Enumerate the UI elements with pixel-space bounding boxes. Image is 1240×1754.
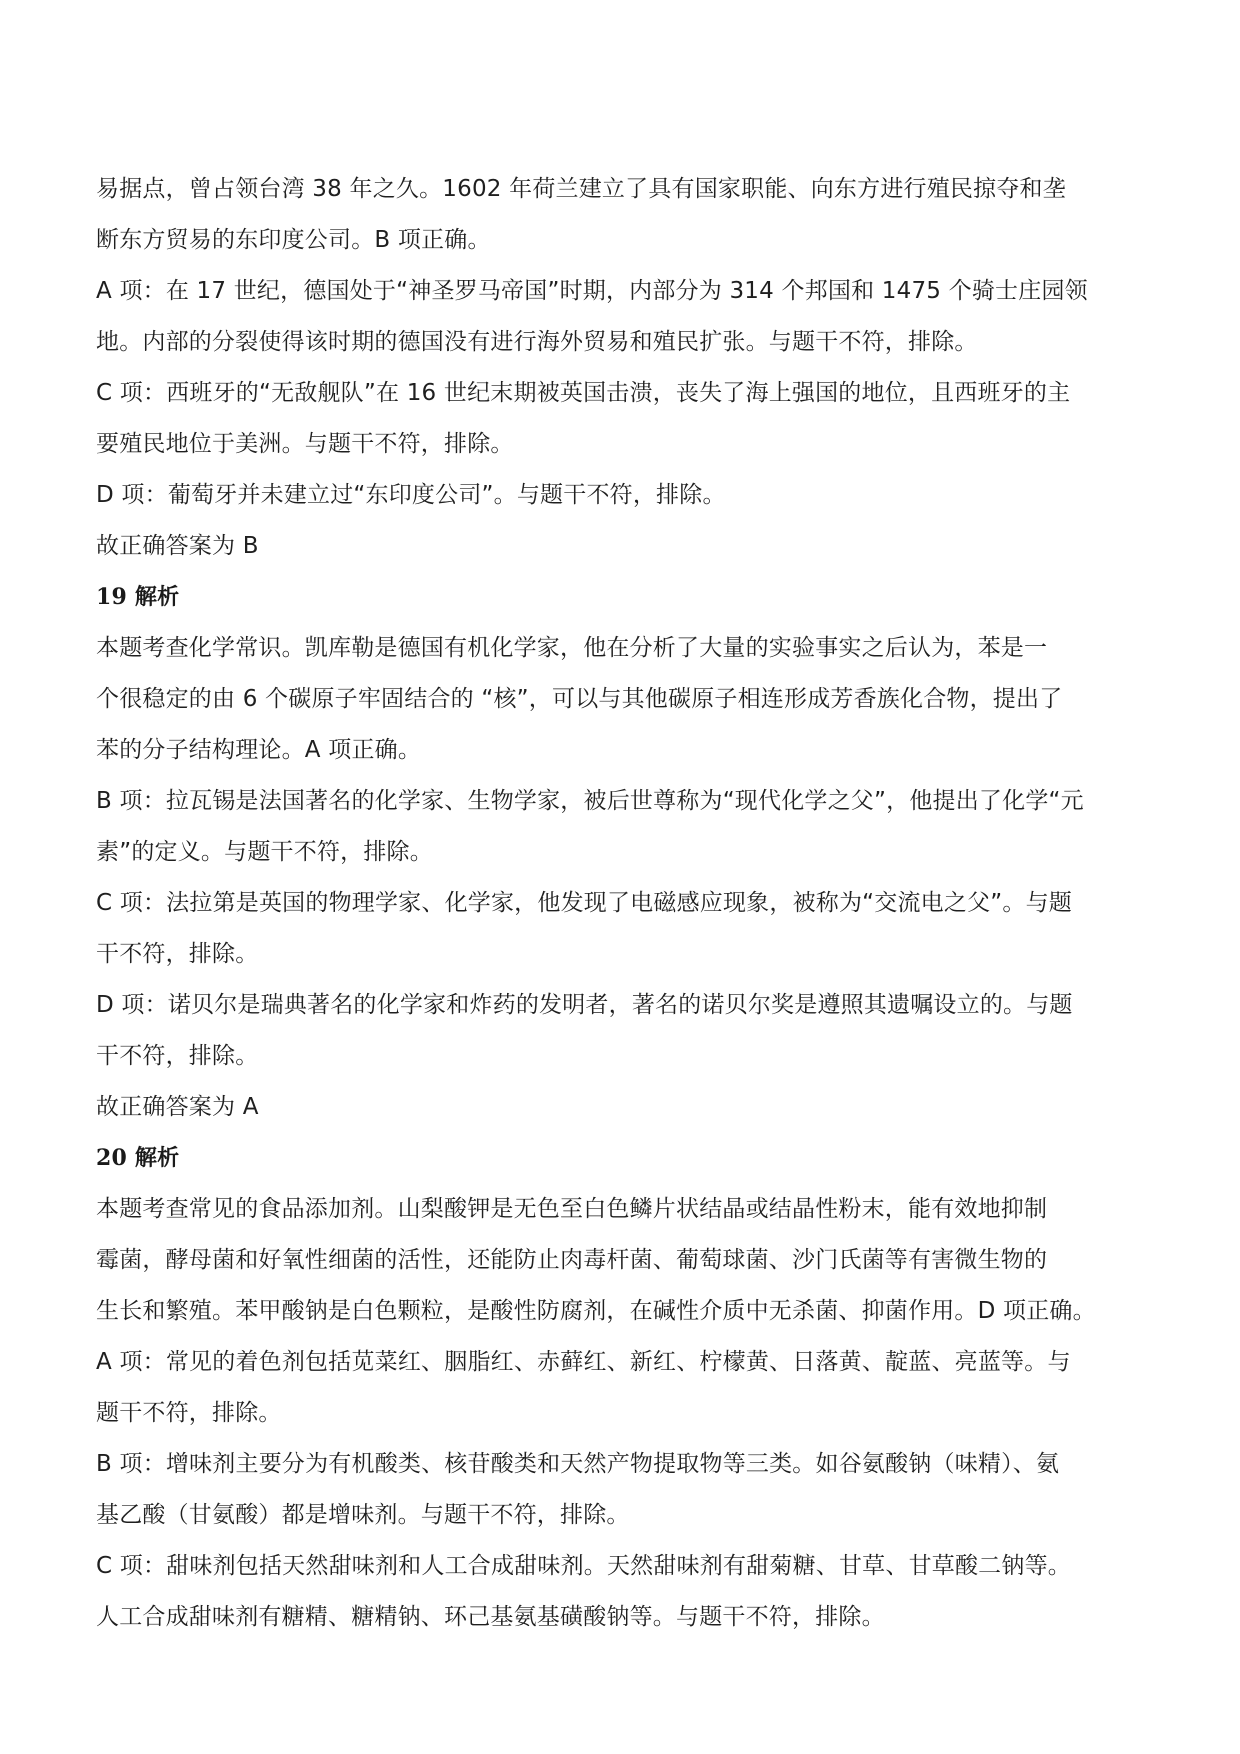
- text-line: A 项：常见的着色剂包括苋菜红、胭脂红、赤藓红、新红、柠檬黄、日落黄、靛蓝、亮蓝等。与: [96, 1349, 1071, 1375]
- text-line: 个很稳定的由 6 个碳原子牢固结合的 “核”，可以与其他碳原子相连形成芳香族化合物，提出了: [96, 686, 1063, 712]
- text-line: 故正确答案为 A: [96, 1094, 259, 1120]
- paragraph: [96, 1337, 1156, 1439]
- section-heading: 20 解析: [96, 1145, 180, 1171]
- paragraph: [96, 980, 1156, 1082]
- text-line: B 项：增味剂主要分为有机酸类、核苷酸类和天然产物提取物等三类。如谷氨酸钠（味精）、氨: [96, 1451, 1060, 1477]
- text-line: A 项：在 17 世纪，德国处于“神圣罗马帝国”时期，内部分为 314 个邦国和 1475 个骑士庄园领: [96, 278, 1088, 304]
- text-line: B 项：拉瓦锡是法国著名的化学家、生物学家，被后世尊称为“现代化学之父”，他提出了化学“元: [96, 788, 1084, 814]
- document-page: [96, 164, 1156, 1643]
- paragraph: [96, 1439, 1156, 1541]
- paragraph: [96, 521, 1156, 572]
- text-line: 断东方贸易的东印度公司。B 项正确。: [96, 227, 491, 253]
- text-line: 干不符，排除。: [96, 1043, 259, 1069]
- paragraph: [96, 878, 1156, 980]
- paragraph: [96, 266, 1156, 368]
- text-line: C 项：法拉第是英国的物理学家、化学家，他发现了电磁感应现象，被称为“交流电之父”。与题: [96, 890, 1073, 916]
- document-body: [96, 164, 1156, 1643]
- section-heading: 19 解析: [96, 584, 180, 610]
- text-line: 地。内部的分裂使得该时期的德国没有进行海外贸易和殖民扩张。与题干不符，排除。: [96, 329, 978, 355]
- text-line: 故正确答案为 B: [96, 533, 259, 559]
- text-line: 要殖民地位于美洲。与题干不符，排除。: [96, 431, 514, 457]
- paragraph: [96, 1184, 1156, 1337]
- text-line: 人工合成甜味剂有糖精、糖精钠、环己基氨基磺酸钠等。与题干不符，排除。: [96, 1604, 885, 1630]
- text-line: 生长和繁殖。苯甲酸钠是白色颗粒，是酸性防腐剂，在碱性介质中无杀菌、抑菌作用。D 项正确。: [96, 1298, 1096, 1324]
- text-line: 本题考查化学常识。凯库勒是德国有机化学家，他在分析了大量的实验事实之后认为，苯是一: [96, 635, 1048, 661]
- paragraph: [96, 1082, 1156, 1133]
- text-line: D 项：葡萄牙并未建立过“东印度公司”。与题干不符，排除。: [96, 482, 726, 508]
- text-line: C 项：甜味剂包括天然甜味剂和人工合成甜味剂。天然甜味剂有甜菊糖、甘草、甘草酸二钠等。: [96, 1553, 1071, 1579]
- paragraph: [96, 470, 1156, 521]
- paragraph: [96, 368, 1156, 470]
- text-line: C 项：西班牙的“无敌舰队”在 16 世纪末期被英国击溃，丧失了海上强国的地位，且西班牙的主: [96, 380, 1071, 406]
- text-line: 素”的定义。与题干不符，排除。: [96, 839, 433, 865]
- text-line: D 项：诺贝尔是瑞典著名的化学家和炸药的发明者，著名的诺贝尔奖是遵照其遗嘱设立的。与题: [96, 992, 1073, 1018]
- text-line: 基乙酸（甘氨酸）都是增味剂。与题干不符，排除。: [96, 1502, 630, 1528]
- paragraph: [96, 1541, 1156, 1643]
- paragraph: [96, 623, 1156, 776]
- paragraph: [96, 776, 1156, 878]
- text-line: 易据点，曾占领台湾 38 年之久。1602 年荷兰建立了具有国家职能、向东方进行殖民掠夺和垄: [96, 176, 1066, 202]
- paragraph: [96, 164, 1156, 266]
- text-line: 本题考查常见的食品添加剂。山梨酸钾是无色至白色鳞片状结晶或结晶性粉末，能有效地抑制: [96, 1196, 1048, 1222]
- text-line: 干不符，排除。: [96, 941, 259, 967]
- text-line: 题干不符，排除。: [96, 1400, 282, 1426]
- text-line: 霉菌，酵母菌和好氧性细菌的活性，还能防止肉毒杆菌、葡萄球菌、沙门氏菌等有害微生物的: [96, 1247, 1048, 1273]
- text-line: 苯的分子结构理论。A 项正确。: [96, 737, 422, 763]
